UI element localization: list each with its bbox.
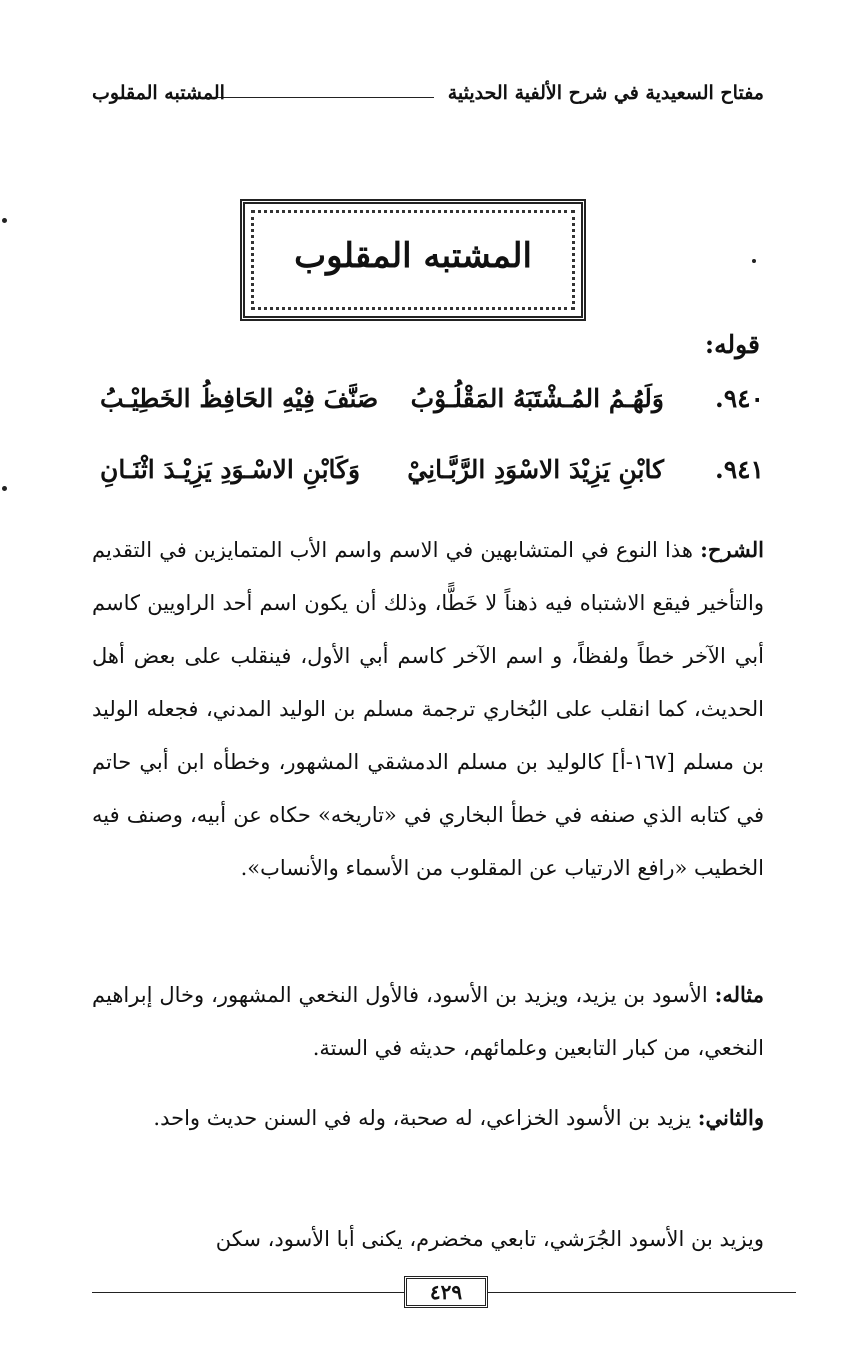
paragraph-label: الشرح: (700, 537, 764, 562)
footer-rule-right (488, 1292, 796, 1293)
header-book-title: مفتاح السعيدية في شرح الألفية الحديثية (447, 82, 764, 104)
verse-second-hemistich: صَنَّفَ فِيْهِ الحَافِظُ الخَطِيْـبُ (100, 384, 379, 413)
example-paragraph (92, 968, 764, 1075)
paragraph-label: مثاله: (714, 982, 764, 1007)
header-rule (200, 97, 434, 98)
verse-number: ٩٤١. (714, 455, 764, 484)
verse-second-hemistich: وَكَابْنِ الاسْـوَدِ يَزِيْـدَ اثْنَـانِ (100, 455, 361, 484)
verse-line (92, 455, 764, 503)
second-example-paragraph (92, 1091, 764, 1145)
paragraph-text: ويزيد بن الأسود الجُرَشي، تابعي مخضرم، يكنى أبا الأسود، سكن (215, 1227, 764, 1251)
section-title-frame (240, 199, 586, 321)
header-chapter: المشتبه المقلوب (92, 82, 225, 104)
margin-dot (752, 259, 756, 263)
paragraph-text: هذا النوع في المتشابهين في الاسم واسم الأب المتمايزين في التقديم والتأخير فيقع الاشتباه فيه ذهناً لا خَطًّا، وذلك أن يكون اسم أحد الراويين كاسم أبي الآخر خطاً ولفظاً، و اسم الآخر كاسم أبي الأول، فينقلب على بعض أهل الحديث، كما انقلب على البُخاري ترجمة مسلم بن الوليد المدني، فجعله الوليد بن مسلم [١٦٧-أ] كالوليد بن مسلم الدمشقي المشهور، وخطأه ابن أبي حاتم في كتابه الذي صنفه في خطأ البخاري في «تاريخه» حكاه عن أبيه، وصنف فيه الخطيب «رافع الارتياب عن المقلوب من الأسماء والأنساب». (92, 538, 764, 880)
verse-first-hemistich: وَلَهُـمُ المُـشْتَبَهُ المَقْلُـوْبُ (410, 384, 664, 413)
paragraph-text: الأسود بن يزيد، ويزيد بن الأسود، فالأول النخعي المشهور، وخال إبراهيم النخعي، من كبار التابعين وعلمائهم، حديثه في الستة. (92, 983, 764, 1060)
running-header (92, 82, 764, 112)
footer-rule-left (92, 1292, 404, 1293)
margin-dot (2, 218, 7, 223)
verse-number: ٩٤٠. (714, 384, 764, 413)
section-title: المشتبه المقلوب (294, 236, 532, 276)
paragraph-text: يزيد بن الأسود الخزاعي، له صحبة، وله في السنن حديث واحد. (153, 1106, 698, 1130)
verse-line (92, 384, 764, 432)
verse-first-hemistich: كابْنِ يَزِيْدَ الاسْوَدِ الرَّبَّـانِيْ (407, 455, 664, 484)
page-number: ٤٢٩ (404, 1276, 488, 1308)
continuation-paragraph (92, 1212, 764, 1266)
paragraph-label: والثاني: (697, 1105, 764, 1130)
commentary-paragraph (92, 523, 764, 895)
verse-intro: قوله: (704, 330, 760, 359)
margin-dot (2, 486, 7, 491)
